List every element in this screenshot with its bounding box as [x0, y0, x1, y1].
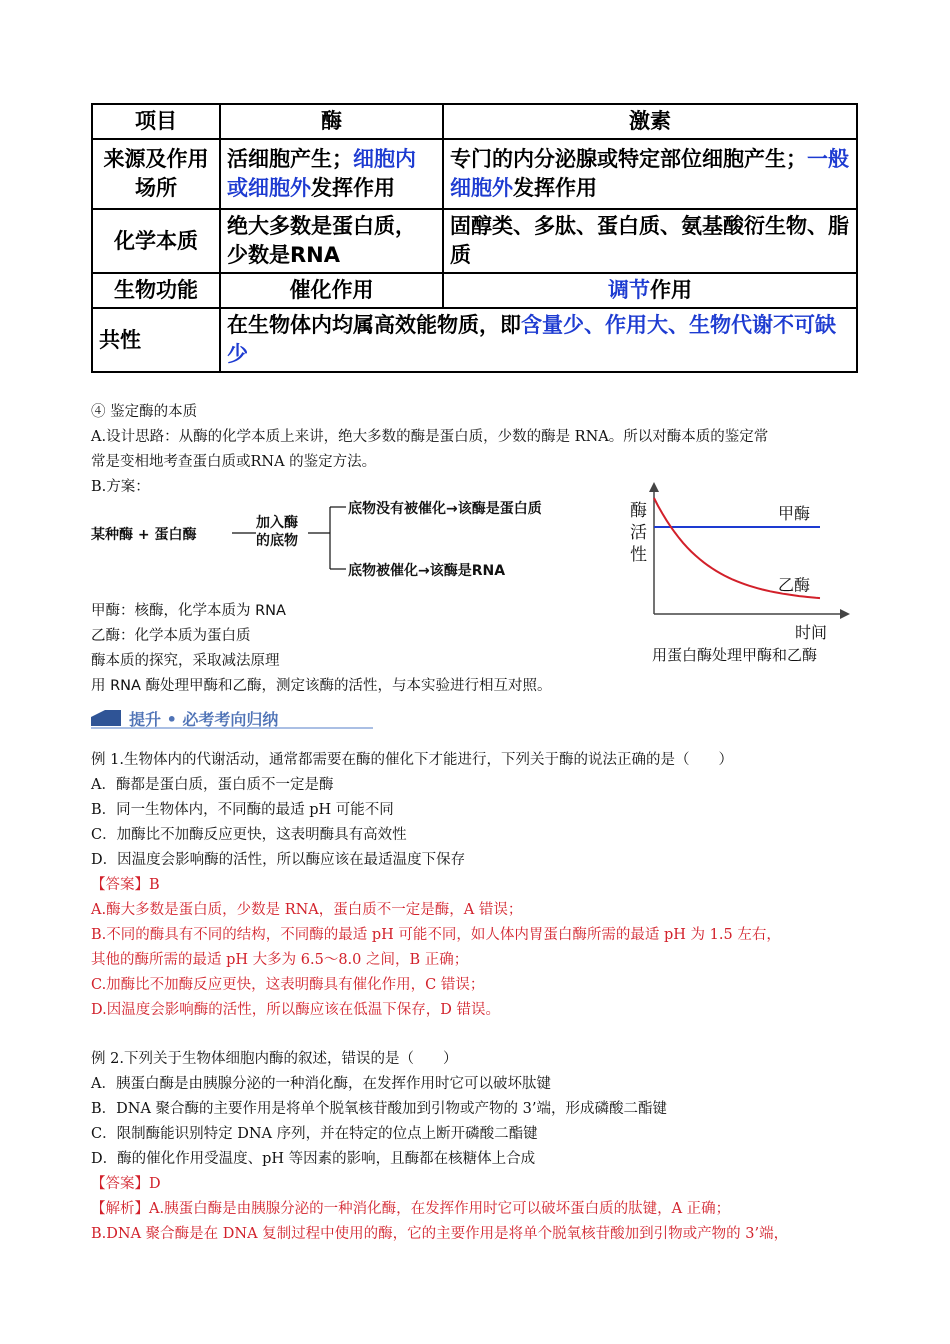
- ex1-option-a: A．酶都是蛋白质，蛋白质不一定是酶: [91, 777, 334, 793]
- row-label: 化学本质: [92, 209, 220, 273]
- enzyme-activity-chart: [620, 478, 860, 668]
- cell-text: 作用: [650, 278, 692, 302]
- ex1-question: 例 1.生物体内的代谢活动，通常都需要在酶的催化下才能进行，下列关于酶的说法正确的是（ ）: [91, 752, 733, 768]
- cell-text: 发挥作用: [311, 176, 395, 200]
- ex2-option-a: A．胰蛋白酶是由胰腺分泌的一种消化酶，在发挥作用时它可以破坏肽键: [91, 1076, 551, 1092]
- ex2-option-d: D．酶的催化作用受温度、pH 等因素的影响，且酶都在核糖体上合成: [91, 1151, 536, 1167]
- series-label: 甲酶: [778, 504, 811, 523]
- scheme-start: 某种酶 + 蛋白酶: [91, 527, 197, 543]
- ex1-explanation-a: A.酶大多数是蛋白质，少数是 RNA，蛋白质不一定是酶，A 错误；: [91, 902, 523, 918]
- y-axis-label-char: 酶: [630, 501, 647, 521]
- note-jia: 甲酶：核酶，化学本质为 RNA: [91, 603, 286, 619]
- cell-text: 发挥作用: [513, 176, 597, 200]
- ex2-analysis-b: B.DNA 聚合酶是在 DNA 复制过程中使用的酶，它的主要作用是将单个脱氧核苷酸加到引物或产物的 3’端，: [91, 1226, 789, 1242]
- table-header-cell: 激素: [443, 104, 857, 139]
- section4-title: ④ 鉴定酶的本质: [91, 404, 198, 420]
- scheme-middle-line2: 的底物: [256, 533, 298, 549]
- highlighted-text: 含量少、作用大、生物代谢不可缺少: [227, 313, 836, 366]
- ex1-option-d: D．因温度会影响酶的活性，所以酶应该在最适温度下保存: [91, 852, 466, 868]
- ex1-explanation-b2: 其他的酶所需的最适 pH 大多为 6.5～8.0 之间，B 正确；: [91, 952, 469, 968]
- ex2-analysis-a: 【解析】A.胰蛋白酶是由胰腺分泌的一种消化酶，在发挥作用时它可以破坏蛋白质的肽键，A 正确；: [91, 1201, 731, 1217]
- table-header-cell: 项目: [92, 104, 220, 139]
- ex1-option-b: B．同一生物体内，不同酶的最适 pH 可能不同: [91, 802, 394, 818]
- row-label: 生物功能: [92, 273, 220, 308]
- section4-line-b: B.方案：: [91, 479, 150, 495]
- row-label: 来源及作用场所: [92, 139, 220, 209]
- x-axis-arrow: [840, 609, 850, 619]
- scheme-result-protein: 底物没有被催化→该酶是蛋白质: [348, 501, 542, 517]
- section-header: [91, 707, 373, 731]
- scheme-result-rna: 底物被催化→该酶是RNA: [348, 563, 506, 579]
- ex2-option-c: C．限制酶能识别特定 DNA 序列，并在特定的位点上断开磷酸二酯键: [91, 1126, 538, 1142]
- note-method: 酶本质的探究，采取减法原理: [91, 653, 280, 669]
- section4-line-a2: 常是变相地考查蛋白质或RNA 的鉴定方法。: [91, 454, 377, 470]
- note-yi: 乙酶：化学本质为蛋白质: [91, 628, 251, 644]
- y-axis-label-char: 性: [630, 545, 647, 565]
- highlighted-text: 一般细胞外: [450, 147, 849, 200]
- section-header-title: 提升 • 必考考向归纳: [129, 710, 279, 729]
- highlighted-text: 调节: [608, 278, 650, 302]
- ex1-explanation-b1: B.不同的酶具有不同的结构，不同酶的最适 pH 可能不同，如人体内胃蛋白酶所需的最适 pH 为 1.5 左右，: [91, 927, 781, 943]
- ex1-explanation-d: D.因温度会影响酶的活性，所以酶应该在低温下保存，D 错误。: [91, 1002, 500, 1018]
- ex1-option-c: C．加酶比不加酶反应更快，这表明酶具有高效性: [91, 827, 407, 843]
- y-axis-label-char: 活: [630, 523, 647, 543]
- highlighted-text: 细胞内或细胞外: [227, 147, 416, 200]
- row-label: 共性: [92, 308, 220, 372]
- x-axis-label: 时间: [795, 623, 828, 642]
- ex2-answer: 【答案】D: [91, 1176, 161, 1192]
- cell-text: 活细胞产生；: [227, 147, 353, 171]
- cell-text: 绝大多数是蛋白质，少数是RNA: [227, 214, 416, 267]
- y-axis-arrow: [649, 482, 659, 492]
- table-header-cell: 酶: [220, 104, 443, 139]
- cell-text: 在生物体内均属高效能物质，即: [227, 313, 521, 337]
- cell-text: 催化作用: [289, 278, 374, 302]
- ex1-answer: 【答案】B: [91, 877, 160, 893]
- ex2-option-b: B．DNA 聚合酶的主要作用是将单个脱氧核苷酸加到引物或产物的 3’端，形成磷酸二酯键: [91, 1101, 667, 1117]
- series-label: 乙酶: [778, 575, 811, 595]
- ex1-explanation-c: C.加酶比不加酶反应更快，这表明酶具有催化作用，C 错误；: [91, 977, 485, 993]
- chart-caption: 用蛋白酶处理甲酶和乙酶: [652, 646, 818, 664]
- cell-text: 专门的内分泌腺或特定部位细胞产生；: [450, 147, 807, 171]
- scheme-middle: [256, 514, 298, 550]
- ex2-question: 例 2.下列关于生物体细胞内酶的叙述，错误的是（ ）: [91, 1051, 458, 1067]
- cell-text: 固醇类、多肽、蛋白质、氨基酸衍生物、脂质: [450, 214, 849, 267]
- scheme-middle-line1: 加入酶: [256, 515, 298, 531]
- section4-line-a1: A.设计思路：从酶的化学本质上来讲，绝大多数的酶是蛋白质，少数的酶是 RNA。所以对酶本质的鉴定常: [91, 429, 769, 445]
- note-control: 用 RNA 酶处理甲酶和乙酶，测定该酶的活性，与本实验进行相互对照。: [91, 678, 552, 694]
